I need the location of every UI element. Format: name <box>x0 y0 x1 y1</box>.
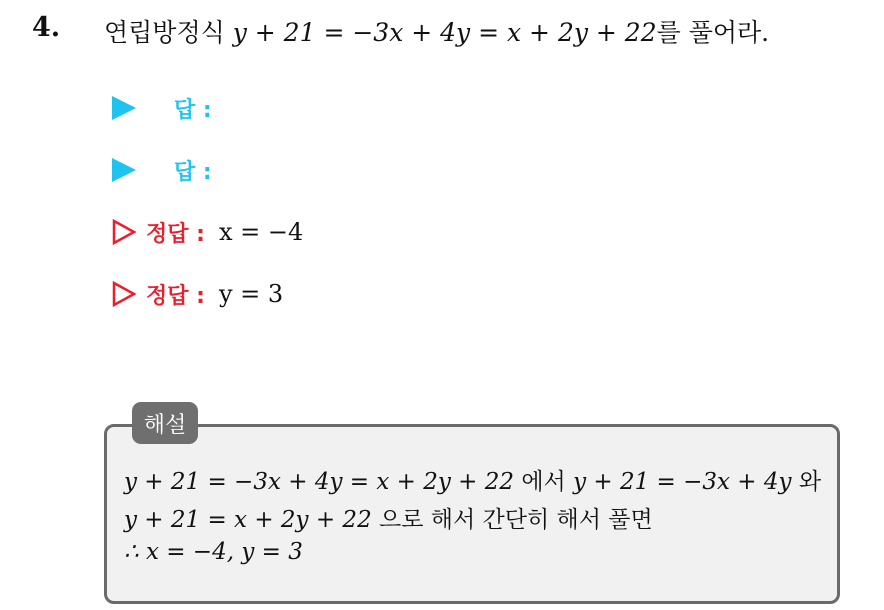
explanation-math: ∴ x = −4, y = 3 <box>124 539 303 565</box>
explanation-math: y + 21 = x + 2y + 22 <box>124 507 372 533</box>
correct-answer-label: 정답 : <box>146 221 205 247</box>
explanation-math: y + 21 = −3x + 4y = x + 2y + 22 <box>124 469 514 495</box>
correct-answer-2 <box>112 276 283 312</box>
explanation-line-2 <box>124 501 653 534</box>
question-prefix: 연립방정식 <box>104 18 225 47</box>
explanation-text: 으로 해서 간단히 해서 풀면 <box>379 507 653 533</box>
answer-field-1[interactable] <box>112 90 212 126</box>
explanation-text: 와 <box>798 469 822 495</box>
explanation-math: y + 21 = −3x + 4y <box>573 469 792 495</box>
play-icon <box>112 158 136 182</box>
question-suffix: 를 풀어라. <box>656 18 770 47</box>
correct-answer-value: y = 3 <box>218 280 284 308</box>
explanation-line-3 <box>124 539 303 565</box>
correct-answer-1 <box>112 214 303 250</box>
correct-answer-label: 정답 : <box>146 283 205 309</box>
question-text <box>104 13 769 49</box>
question-equation: y + 21 = −3x + 4y = x + 2y + 22 <box>232 18 657 47</box>
triangle-outline-icon <box>112 219 136 245</box>
answer-field-2[interactable] <box>112 152 212 188</box>
problem-number: 4. <box>32 12 61 43</box>
play-icon <box>112 96 136 120</box>
explanation-line-1 <box>124 463 821 496</box>
correct-answer-value: x = −4 <box>218 218 304 246</box>
triangle-outline-icon <box>112 281 136 307</box>
explanation-tab: 해설 <box>132 402 198 444</box>
answer-label: 답 : <box>174 159 212 185</box>
explanation-text: 에서 <box>521 469 566 495</box>
answer-label: 답 : <box>174 97 212 123</box>
